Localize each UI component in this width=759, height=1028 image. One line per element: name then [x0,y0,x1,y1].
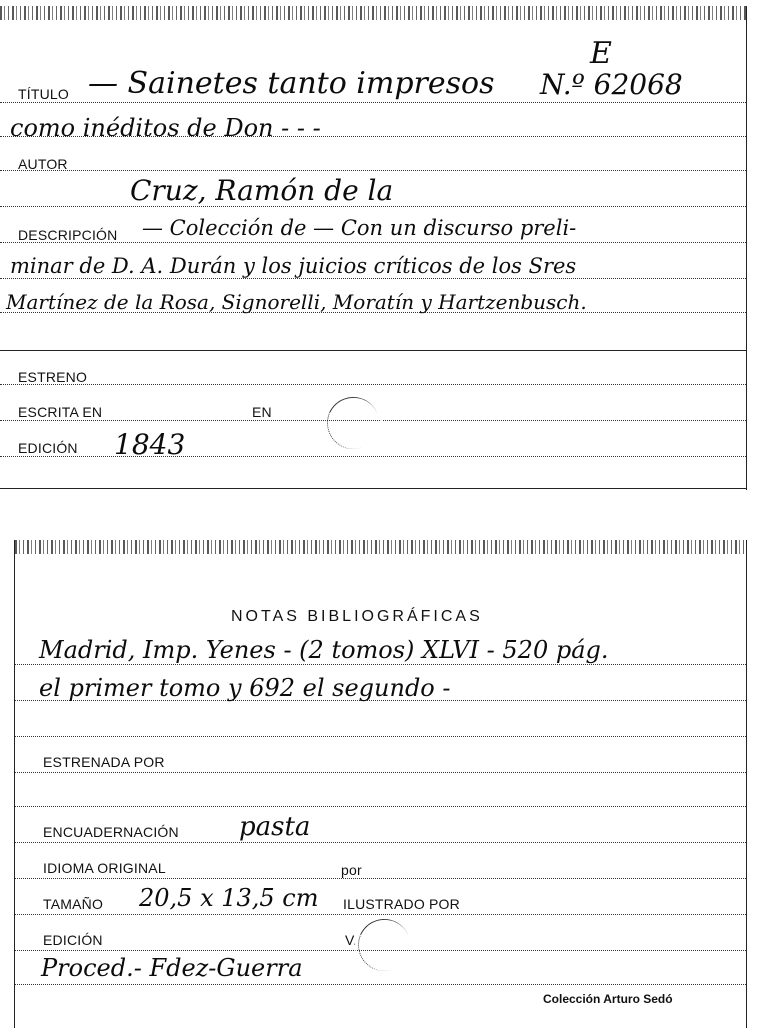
ruled-line [15,984,746,985]
edicion-label: EDICIÓN [43,932,103,948]
descripcion-label: DESCRIPCIÓN [18,227,118,243]
edicion-value: 1843 [114,428,186,461]
notas-heading: NOTAS BIBLIOGRÁFICAS [231,608,483,625]
collection-credit: Colección Arturo Sedó [543,992,673,1006]
descripcion-line1: — Colección de — Con un discurso preli- [142,216,577,240]
escrita-label: ESCRITA EN [18,404,103,420]
encuadernacion-value: pasta [239,812,311,842]
ruled-line [15,914,746,915]
ilustrado-label: ILUSTRADO POR [343,896,460,912]
en-label: EN [252,404,272,420]
titulo-value: — Sainetes tanto impresos [88,66,495,101]
ruled-line [0,102,746,103]
titulo-label: TÍTULO [18,86,69,102]
ruled-line [15,772,746,773]
ruled-line [0,170,746,171]
card-bottom-edge [0,488,746,489]
ruled-line [0,278,746,279]
ruled-line [0,350,746,351]
descripcion-line2: minar de D. A. Durán y los juicios críticos de los Sres [10,254,577,278]
por-label: por [341,862,362,878]
circular-stamp [355,916,413,974]
ruled-line [0,384,746,385]
back-card [14,540,747,1028]
autor-value: Cruz, Ramón de la [130,174,394,207]
ruled-line [15,878,746,879]
ruled-line [15,842,746,843]
estrenada-label: ESTRENADA POR [43,754,165,770]
descripcion-line3: Martínez de la Rosa, Signorelli, Moratín y Hartzenbusch. [6,290,587,314]
ruled-line [15,806,746,807]
torn-edge [15,540,746,554]
ruled-line [0,456,746,457]
ruled-line [15,736,746,737]
torn-edge [0,6,746,20]
estreno-label: ESTRENO [18,369,88,385]
titulo-line2: como inéditos de Don - - - [10,114,321,142]
notas-line2: el primer tomo y 692 el segundo - [39,674,451,702]
encuadernacion-label: ENCUADERNACIÓN [43,824,179,840]
proced-value: Proced.- Fdez-Guerra [41,954,303,982]
card-number: N.º 62068 [540,68,683,101]
edicion-label: EDICIÓN [18,440,78,456]
idioma-label: IDIOMA ORIGINAL [43,860,166,876]
notas-line1: Madrid, Imp. Yenes - (2 tomos) XLVI - 520 pág. [39,636,609,664]
tamano-value: 20,5 x 13,5 cm [139,884,319,912]
tamano-label: TAMAÑO [43,896,104,912]
autor-label: AUTOR [18,156,68,172]
circular-stamp [324,394,382,452]
letter-mark: E [590,36,612,71]
v-label: V. [345,932,358,948]
ruled-line [15,664,746,665]
front-card [0,6,747,490]
